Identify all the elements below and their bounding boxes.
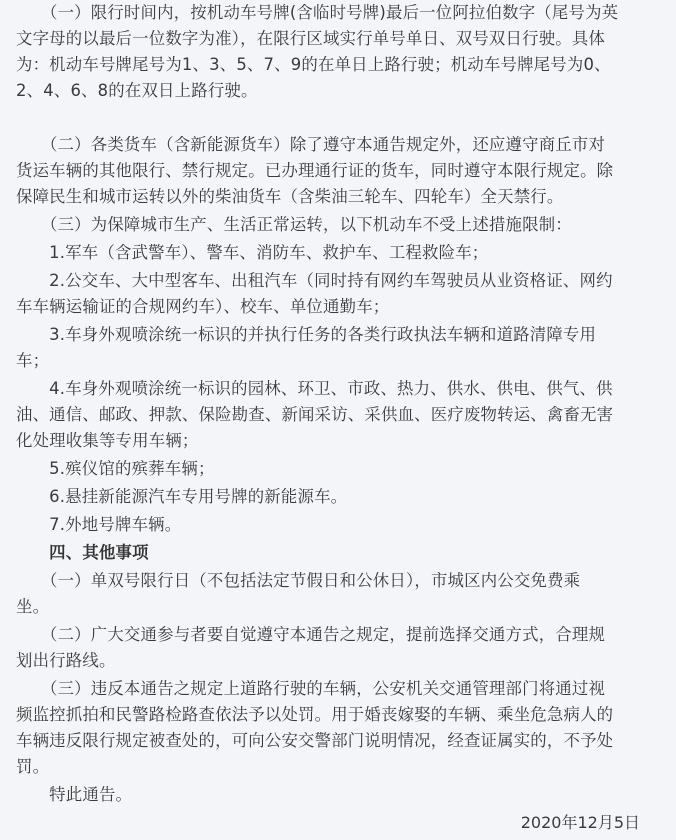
paragraph-line: 文字母的以最后一位数字为准），在限行区域实行单号单日、双号双日行驶。具体 xyxy=(16,29,606,48)
list-item: 1.军车（含武警车）、警车、消防车、救护车、工程救险车； xyxy=(16,243,489,262)
paragraph-line: （一）限行时间内，按机动车号牌(含临时号牌)最后一位阿拉伯数字（尾号为英 xyxy=(16,3,619,22)
section-title: 四、其他事项 xyxy=(16,543,149,562)
list-item: 7.外地号牌车辆。 xyxy=(16,515,182,534)
paragraph-line: 为：机动车号牌尾号为1、3、5、7、9的在单日上路行驶；机动车号牌尾号为0、 xyxy=(16,55,611,74)
closing-line: 特此通告。 xyxy=(16,785,133,804)
paragraph-line: 车； xyxy=(16,351,50,370)
paragraph-line: 罚。 xyxy=(16,757,50,776)
paragraph-line: 划出行路线。 xyxy=(16,651,116,670)
paragraph-line: （三）为保障城市生产、生活正常运转，以下机动车不受上述措施限制： xyxy=(16,215,572,234)
list-item: 4.车身外观喷涂统一标识的园林、环卫、市政、热力、供水、供电、供气、供 xyxy=(16,379,613,398)
paragraph-line: 保障民生和城市运转以外的柴油货车（含柴油三轮车、四轮车）全天禁行。 xyxy=(16,187,564,206)
paragraph-line: 车车辆运输证的合规网约车）、校车、单位通勤车； xyxy=(16,297,390,316)
paragraph-line: （一）单双号限行日（不包括法定节假日和公休日），市城区内公交免费乘 xyxy=(16,571,581,590)
paragraph-line: 频监控抓拍和民警路检路查依法予以处罚。用于婚丧嫁娶的车辆、乘坐危急病人的 xyxy=(16,705,614,724)
paragraph-line: 2、4、6、8的在双日上路行驶。 xyxy=(16,81,258,100)
paragraph-line: 化处理收集等专用车辆； xyxy=(16,431,199,450)
paragraph-line: 坐。 xyxy=(16,597,50,616)
paragraph-line: （二）各类货车（含新能源货车）除了遵守本通告规定外，还应遵守商丘市对 xyxy=(16,135,606,154)
paragraph-line: （二）广大交通参与者要自觉遵守本通告之规定，提前选择交通方式，合理规 xyxy=(16,625,606,644)
list-item: 2.公交车、大中型客车、出租汽车（同时持有网约车驾驶员从业资格证、网约 xyxy=(16,271,613,290)
list-item: 5.殡仪馆的殡葬车辆； xyxy=(16,459,215,478)
paragraph-line: 货运车辆的其他限行、禁行规定。已办理通行证的货车，同时遵守本限行规定。除 xyxy=(16,161,614,180)
paragraph-line: （三）违反本通告之规定上道路行驶的车辆，公安机关交通管理部门将通过视 xyxy=(16,679,606,698)
list-item: 3.车身外观喷涂统一标识的并执行任务的各类行政执法车辆和道路清障专用 xyxy=(16,325,597,344)
list-item: 6.悬挂新能源汽车专用号牌的新能源车。 xyxy=(16,487,348,506)
notice-date: 2020年12月5日 xyxy=(520,813,640,832)
paragraph-line: 油、通信、邮政、押款、保险勘查、新闻采访、采供血、医疗废物转运、禽畜无害 xyxy=(16,405,614,424)
paragraph-line: 车辆违反限行规定被查处的，可向公安交警部门说明情况，经查证属实的，不予处 xyxy=(16,731,614,750)
